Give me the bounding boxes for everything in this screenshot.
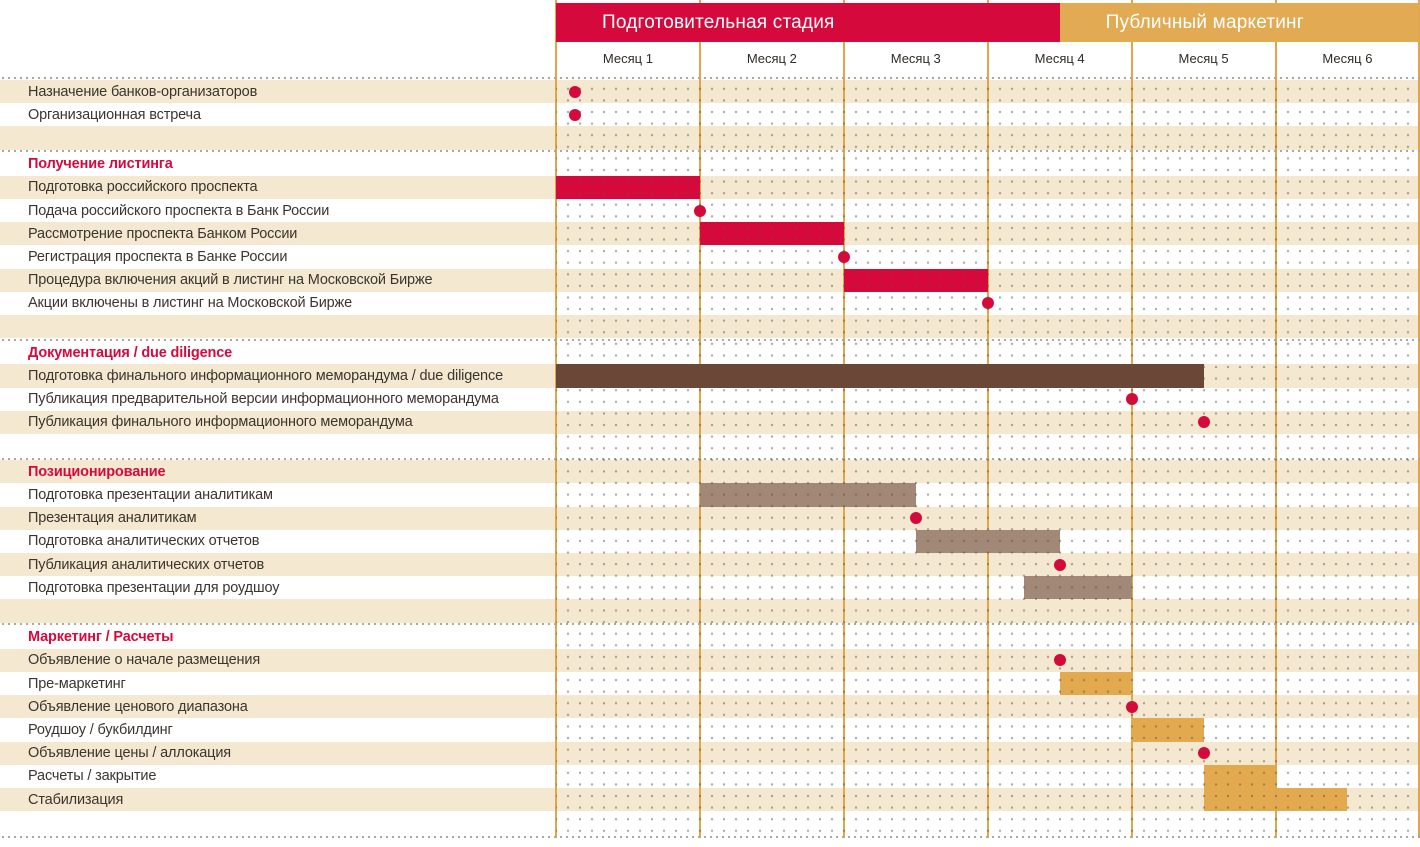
task-label: Назначение банков-организаторов	[28, 83, 258, 100]
task-label: Презентация аналитикам	[28, 510, 197, 527]
task-label: Публикация финального информационного меморандума	[28, 414, 413, 431]
row-background	[0, 672, 1420, 695]
task-label: Рассмотрение проспекта Банком России	[28, 225, 298, 242]
task-bar	[1204, 765, 1276, 811]
milestone-dot	[1126, 393, 1138, 405]
dotted-separator-line	[0, 836, 1420, 838]
phase-bar-public-marketing	[1060, 3, 1420, 42]
section-header-label: Документация / due diligence	[28, 344, 233, 361]
row-background	[0, 126, 1420, 149]
month-label: Месяц 2	[746, 50, 797, 66]
row-background	[0, 507, 1420, 530]
row-background	[0, 315, 1420, 338]
task-label: Расчеты / закрытие	[28, 768, 157, 785]
milestone-dot	[694, 205, 706, 217]
task-label: Подача российского проспекта в Банк России	[28, 202, 330, 219]
task-label: Подготовка российского проспекта	[28, 179, 258, 196]
milestone-dot	[1198, 747, 1210, 759]
task-bar	[916, 530, 1060, 553]
task-bar	[700, 483, 916, 506]
milestone-dot	[982, 297, 994, 309]
task-label: Подготовка презентации для роудшоу	[28, 579, 280, 596]
task-label: Объявление цены / аллокация	[28, 745, 231, 762]
task-bar	[556, 364, 1204, 387]
task-label: Подготовка финального информационного меморандума / due diligence	[28, 367, 503, 384]
month-gridline	[699, 0, 701, 838]
milestone-dot	[569, 109, 581, 121]
section-header-label: Маркетинг / Расчеты	[28, 629, 174, 646]
task-label: Акции включены в листинг на Московской Бирже	[28, 295, 353, 312]
task-label: Подготовка аналитических отчетов	[28, 533, 260, 550]
phase-label: Публичный маркетинг	[1105, 11, 1304, 33]
milestone-dot	[569, 86, 581, 98]
task-label: Публикация аналитических отчетов	[28, 556, 265, 573]
milestone-dot	[1054, 654, 1066, 666]
task-bar	[844, 269, 988, 292]
row-background	[0, 153, 1420, 176]
month-label: Месяц 1	[602, 50, 653, 66]
task-bar	[1024, 576, 1132, 599]
milestone-dot	[1054, 559, 1066, 571]
task-label: Организационная встреча	[28, 106, 201, 123]
month-gridline	[843, 0, 845, 838]
month-label: Месяц 5	[1178, 50, 1229, 66]
row-background	[0, 811, 1420, 834]
task-bar	[1276, 788, 1348, 811]
milestone-dot	[1126, 701, 1138, 713]
task-label: Процедура включения акций в листинг на Московской Бирже	[28, 272, 433, 289]
task-bar	[700, 222, 844, 245]
row-background	[0, 599, 1420, 622]
task-label: Публикация предварительной версии информационного меморандума	[28, 391, 499, 408]
row-background	[0, 626, 1420, 649]
task-bar	[1060, 672, 1132, 695]
month-label: Месяц 4	[1034, 50, 1085, 66]
dotted-separator-line	[0, 77, 1420, 79]
dotted-separator-line	[0, 150, 1420, 152]
section-header-label: Получение листинга	[28, 156, 173, 173]
phase-bar-preparatory	[556, 3, 1060, 42]
row-background	[0, 103, 1420, 126]
task-label: Пре-маркетинг	[28, 675, 126, 692]
phase-label: Подготовительная стадия	[602, 11, 835, 33]
task-label: Стабилизация	[28, 791, 124, 808]
task-bar	[1132, 718, 1204, 741]
row-background	[0, 460, 1420, 483]
task-label: Объявление ценового диапазона	[28, 698, 248, 715]
month-gridline	[1275, 0, 1277, 838]
month-label: Месяц 6	[1322, 50, 1373, 66]
row-background	[0, 434, 1420, 457]
month-label: Месяц 3	[890, 50, 941, 66]
milestone-dot	[838, 251, 850, 263]
task-label: Роудшоу / букбилдинг	[28, 721, 173, 738]
task-bar	[556, 176, 700, 199]
dotted-separator-line	[0, 458, 1420, 460]
milestone-dot	[910, 512, 922, 524]
month-gridline	[987, 0, 989, 838]
task-label: Подготовка презентации аналитикам	[28, 486, 273, 503]
milestone-dot	[1198, 416, 1210, 428]
dotted-separator-line	[0, 339, 1420, 341]
task-label: Объявление о начале размещения	[28, 652, 261, 669]
dotted-separator-line	[0, 623, 1420, 625]
section-header-label: Позиционирование	[28, 463, 166, 480]
month-gridline	[555, 0, 557, 838]
row-background	[0, 718, 1420, 741]
task-label: Регистрация проспекта в Банке России	[28, 248, 288, 265]
